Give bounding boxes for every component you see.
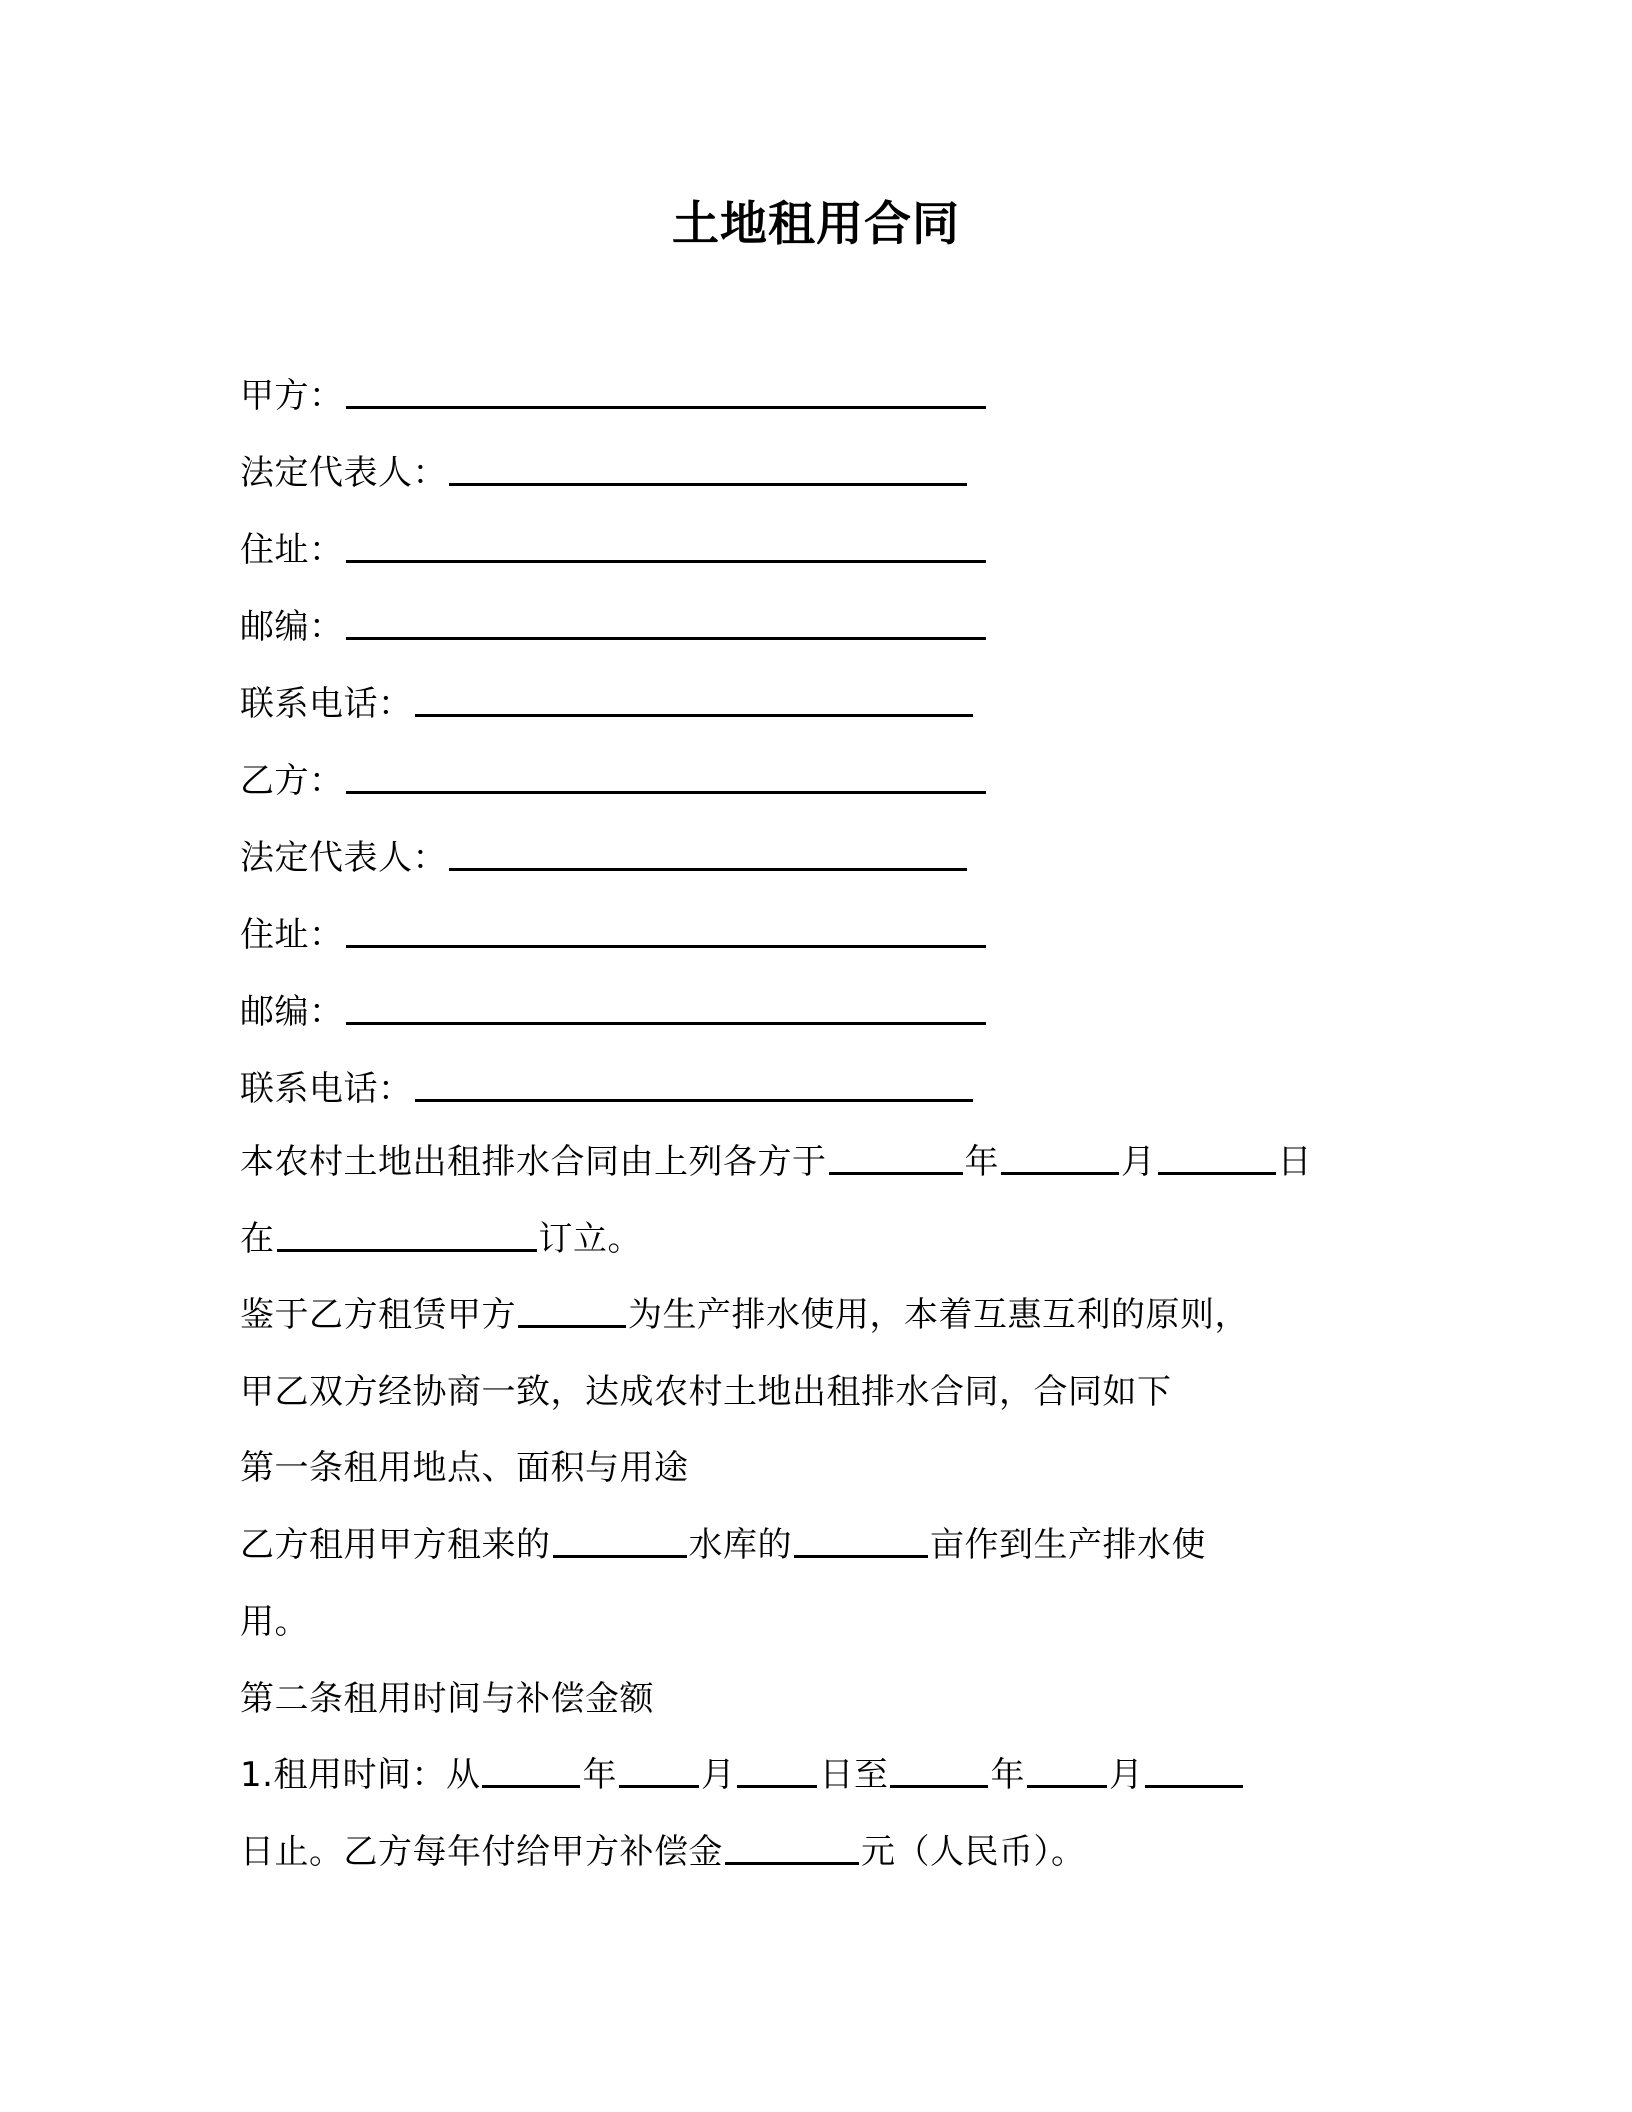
article-2-heading: 第二条租用时间与补偿金额	[240, 1679, 654, 1719]
party-b-legal-rep-row	[240, 836, 969, 880]
signing-month-field[interactable]	[1001, 1144, 1119, 1175]
intro-line-1-prefix: 本农村土地出租排水合同由上列各方于	[240, 1142, 827, 1182]
signing-year-label: 年	[964, 1142, 999, 1182]
party-b-legal-rep-field[interactable]	[449, 840, 967, 871]
party-b-legal-rep-label: 法定代表人：	[240, 838, 447, 878]
party-b-name-row	[240, 759, 988, 803]
signing-year-field[interactable]	[829, 1144, 963, 1175]
party-b-phone-field[interactable]	[415, 1071, 973, 1102]
article-1-line-1	[240, 1523, 1206, 1567]
party-a-postcode-field[interactable]	[346, 609, 986, 640]
party-a-address-label: 住址：	[240, 530, 344, 570]
article-1-line-1-prefix: 乙方租用甲方租来的	[240, 1525, 551, 1565]
party-a-postcode-label: 邮编：	[240, 607, 344, 647]
party-b-postcode-field[interactable]	[346, 994, 986, 1025]
intro-line-1	[240, 1140, 1312, 1184]
intro-line-2	[240, 1217, 642, 1261]
intro-line-2-suffix: 订立。	[538, 1219, 642, 1259]
signing-month-label: 月	[1121, 1142, 1156, 1182]
party-a-name-row	[240, 374, 988, 418]
party-a-phone-field[interactable]	[415, 686, 973, 717]
party-b-name-field[interactable]	[346, 763, 986, 794]
party-b-address-label: 住址：	[240, 915, 344, 955]
party-a-legal-rep-row	[240, 451, 969, 495]
party-a-legal-rep-label: 法定代表人：	[240, 453, 447, 493]
party-a-phone-label: 联系电话：	[240, 684, 413, 724]
annual-compensation-field[interactable]	[725, 1834, 859, 1865]
article-1-line-1-suffix: 亩作到生产排水使	[930, 1525, 1206, 1565]
party-b-phone-label: 联系电话：	[240, 1069, 413, 1109]
end-year-field[interactable]	[890, 1757, 988, 1788]
article-1-line-2: 用。	[240, 1602, 309, 1642]
article-2-line-1	[240, 1753, 1245, 1797]
party-a-name-label: 甲方：	[240, 376, 344, 416]
end-day-field[interactable]	[1145, 1757, 1243, 1788]
party-b-phone-row	[240, 1067, 975, 1111]
area-mu-field[interactable]	[794, 1527, 928, 1558]
start-day-to-label: 日至	[819, 1755, 889, 1795]
party-b-address-row	[240, 913, 988, 957]
party-a-legal-rep-field[interactable]	[449, 455, 967, 486]
signing-day-label: 日	[1277, 1142, 1312, 1182]
intro-line-2-prefix: 在	[240, 1219, 275, 1259]
start-month-label: 月	[700, 1755, 736, 1795]
start-year-label: 年	[582, 1755, 617, 1795]
party-b-name-label: 乙方：	[240, 761, 344, 801]
party-a-phone-row	[240, 682, 975, 726]
party-b-address-field[interactable]	[346, 917, 986, 948]
party-a-address-field[interactable]	[346, 532, 986, 563]
article-1-line-1-mid: 水库的	[688, 1525, 792, 1565]
recital-line-1	[240, 1293, 1249, 1337]
article-2-line-2	[240, 1830, 1086, 1874]
start-day-field[interactable]	[737, 1757, 817, 1788]
recital-line-1-prefix: 鉴于乙方租赁甲方	[240, 1295, 516, 1335]
signing-day-field[interactable]	[1158, 1144, 1276, 1175]
party-a-name-field[interactable]	[346, 378, 986, 409]
article-1-heading: 第一条租用地点、面积与用途	[240, 1448, 689, 1488]
signing-place-field[interactable]	[277, 1221, 537, 1252]
leased-item-field[interactable]	[518, 1297, 626, 1328]
party-b-postcode-label: 邮编：	[240, 992, 344, 1032]
start-month-field[interactable]	[619, 1757, 699, 1788]
recital-line-1-suffix: 为生产排水使用，本着互惠互利的原则，	[628, 1295, 1249, 1335]
article-2-line-1-prefix: 1.租用时间：从	[240, 1755, 481, 1795]
party-a-postcode-row	[240, 605, 988, 649]
end-year-label: 年	[990, 1755, 1025, 1795]
end-month-field[interactable]	[1027, 1757, 1107, 1788]
recital-line-2: 甲乙双方经协商一致，达成农村土地出租排水合同，合同如下	[240, 1372, 1172, 1412]
party-b-postcode-row	[240, 990, 988, 1034]
party-a-address-row	[240, 528, 988, 572]
document-title: 土地租用合同	[672, 197, 960, 252]
start-year-field[interactable]	[482, 1757, 580, 1788]
article-2-line-2-suffix: 元（人民币）。	[861, 1832, 1086, 1872]
end-month-label: 月	[1108, 1755, 1144, 1795]
article-2-line-2-prefix: 日止。乙方每年付给甲方补偿金	[240, 1832, 723, 1872]
reservoir-name-field[interactable]	[553, 1527, 687, 1558]
